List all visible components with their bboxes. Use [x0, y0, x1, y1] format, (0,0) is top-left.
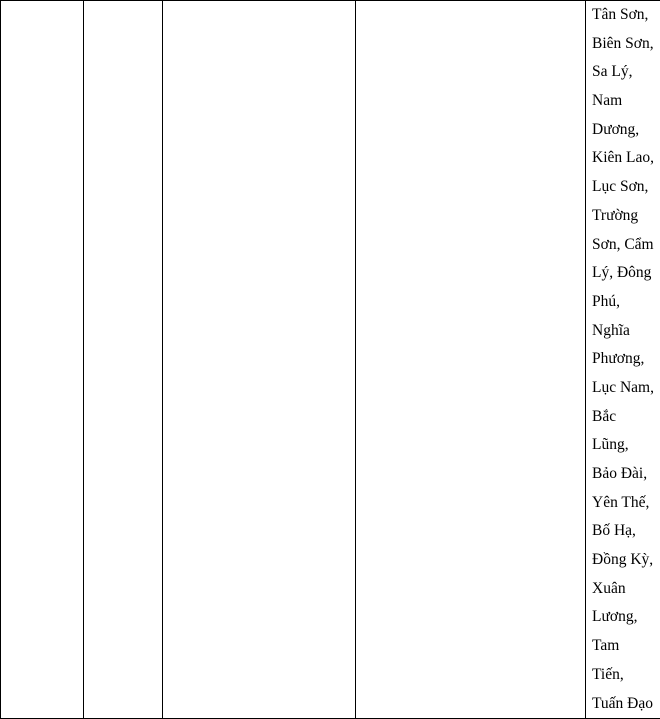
commune-list-line: Tân Sơn,: [592, 1, 660, 30]
commune-list-line: Phú,: [592, 288, 660, 317]
commune-list-line: Kiên Lao,: [592, 144, 660, 173]
table-cell-col-5: [586, 1, 660, 719]
commune-list-line: Lũng,: [592, 431, 660, 460]
commune-list-line: Phương,: [592, 345, 660, 374]
commune-list-line: Biên Sơn,: [592, 30, 660, 59]
commune-list-line: Yên Thế,: [592, 489, 660, 518]
table-cell-col-3: [163, 1, 356, 719]
commune-list: [586, 1, 660, 718]
commune-list-line: Lục Nam,: [592, 374, 660, 403]
commune-list-line: Trường: [592, 202, 660, 231]
commune-list-line: Đồng Kỳ,: [592, 546, 660, 575]
commune-list-line: Nghĩa: [592, 317, 660, 346]
commune-list-line: Tam: [592, 632, 660, 661]
table-row: [1, 1, 660, 719]
commune-list-line: Sa Lý,: [592, 58, 660, 87]
commune-list-line: Nam: [592, 87, 660, 116]
commune-list-line: Bắc: [592, 403, 660, 432]
table-cell-col-1: [1, 1, 84, 719]
commune-list-line: Lý, Đông: [592, 259, 660, 288]
commune-list-line: Lương,: [592, 603, 660, 632]
commune-list-line: Dương,: [592, 116, 660, 145]
table-cell-col-2: [84, 1, 163, 719]
commune-list-line: Sơn, Cẩm: [592, 231, 660, 260]
commune-list-line: Tuấn Đạo: [592, 690, 660, 719]
commune-list-line: Tiến,: [592, 661, 660, 690]
table-cell-col-4: [356, 1, 586, 719]
commune-list-line: Bảo Đài,: [592, 460, 660, 489]
commune-list-line: Lục Sơn,: [592, 173, 660, 202]
commune-list-line: Xuân: [592, 575, 660, 604]
commune-list-line: Bố Hạ,: [592, 517, 660, 546]
